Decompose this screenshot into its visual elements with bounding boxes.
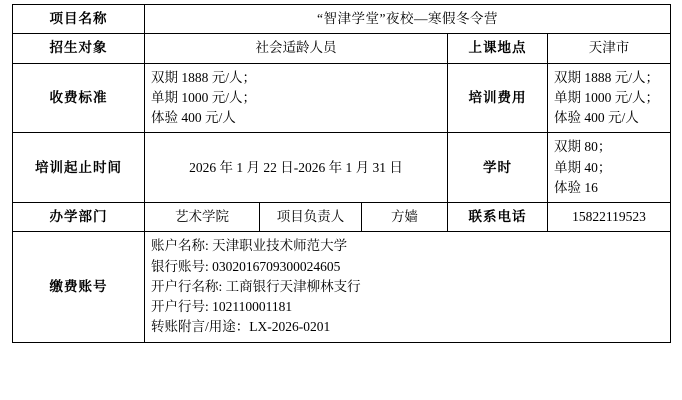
location-value: 天津市 (548, 34, 671, 63)
fee-standard-line: 双期 1888 元/人； (151, 69, 257, 85)
payment-account-line: 开户行名称: 工商银行天津柳林支行 (151, 278, 361, 294)
department-label: 办学部门 (13, 203, 145, 232)
training-fee-line: 单期 1000 元/人； (554, 89, 660, 105)
fee-standard-line: 体验 400 元/人 (151, 110, 236, 125)
hours-line: 双期 80； (554, 139, 612, 155)
training-period-label: 培训起止时间 (13, 133, 145, 203)
program-info-table (12, 4, 671, 343)
table-row (13, 203, 671, 232)
fee-standard-label: 收费标准 (13, 63, 145, 133)
project-name-value: “智津学堂”夜校—寒假冬令营 (145, 5, 671, 34)
hours-value (548, 133, 671, 203)
training-period-value: 2026 年 1 月 22 日-2026 年 1 月 31 日 (145, 133, 448, 203)
training-fee-line: 体验 400 元/人 (554, 110, 639, 125)
training-fee-value (548, 63, 671, 133)
table-row (13, 63, 671, 133)
location-label: 上课地点 (448, 34, 548, 63)
audience-value: 社会适龄人员 (145, 34, 448, 63)
table-row (13, 232, 671, 342)
owner-label: 项目负责人 (260, 203, 362, 232)
payment-account-line: 银行账号: 0302016709300024605 (151, 258, 341, 274)
fee-standard-line: 单期 1000 元/人； (151, 89, 257, 105)
department-value: 艺术学院 (145, 203, 260, 232)
phone-value: 15822119523 (548, 203, 671, 232)
table-row (13, 133, 671, 203)
fee-standard-value (145, 63, 448, 133)
table-row (13, 34, 671, 63)
payment-account-value (145, 232, 671, 342)
training-fee-line: 双期 1888 元/人； (554, 69, 660, 85)
hours-label: 学时 (448, 133, 548, 203)
phone-label: 联系电话 (448, 203, 548, 232)
table-row (13, 5, 671, 34)
training-fee-label: 培训费用 (448, 63, 548, 133)
audience-label: 招生对象 (13, 34, 145, 63)
payment-account-label: 缴费账号 (13, 232, 145, 342)
project-name-label: 项目名称 (13, 5, 145, 34)
payment-account-line: 转账附言/用途：LX-2026-0201 (151, 319, 331, 335)
hours-line: 单期 40； (554, 159, 612, 175)
owner-value: 方嫱 (362, 203, 448, 232)
payment-account-line: 开户行号: 102110001181 (151, 299, 293, 314)
hours-line: 体验 16 (554, 179, 598, 195)
payment-account-line: 账户名称: 天津职业技术师范大学 (151, 238, 348, 254)
